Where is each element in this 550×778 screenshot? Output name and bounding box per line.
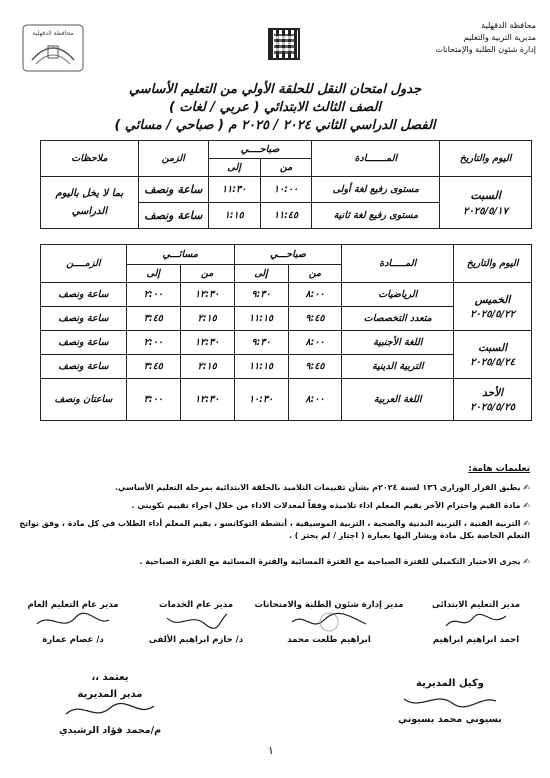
header-morning: صباحــــي [208, 141, 312, 159]
instructions-heading: تعليمات هامة: [468, 464, 530, 474]
table1-to: ١١:٣٠ [208, 177, 260, 203]
group-day-cell [454, 283, 532, 331]
signature-title: مدير عام الخدمات [159, 600, 233, 610]
table1-subject: مستوى رفيع لغة ثانية [312, 203, 440, 229]
group-day-cell [454, 331, 532, 379]
instruction-text: يطبق القرار الوزارى ١٣٦ لسنة ٢٠٢٤م بشأن تقييمات التلاميذ بالحلقة الابتدائية بمرحلة التعليم الأساسي. [114, 483, 521, 492]
row-morning-from: ٩:٤٥ [288, 355, 342, 379]
signature-title: مدير عام التعليم العام [27, 600, 119, 610]
row-evening-to: ٣:٤٥ [126, 307, 180, 331]
row-subject: التربية الدينية [342, 355, 454, 379]
header-day-date: اليوم والتاريخ [454, 245, 532, 283]
row-subject: اللغة الأجنبية [342, 331, 454, 355]
handwritten-signature-icon [441, 610, 511, 632]
row-morning-to: ٩:٣٠ [234, 331, 288, 355]
handwritten-signature-icon [400, 689, 500, 711]
row-evening-to: ٢:٠٠ [126, 331, 180, 355]
handwritten-signature-icon [33, 610, 113, 632]
row-subject: اللغة العربية [342, 379, 454, 421]
header-morning-from: من [288, 265, 342, 283]
header-morning-to: إلى [234, 265, 288, 283]
group-date: ٢٠٢٥/٥/٢٥ [470, 401, 516, 413]
row-duration: ساعة ونصف [41, 355, 127, 379]
row-evening-from: ١٢:٣٠ [180, 283, 234, 307]
signature-name: م/محمد فؤاد الرشيدي [58, 725, 162, 736]
signature-name: د/ عصام عمارة [42, 635, 104, 645]
row-duration: ساعة ونصف [41, 331, 127, 355]
header-line-department: إدارة شئون الطلبة والإمتحانات [435, 45, 536, 54]
header-line-governorate: محافظة الدقهلية [481, 21, 536, 30]
header-subject: المـــــــادة [312, 141, 440, 177]
row-morning-to: ٩:٣٠ [234, 283, 288, 307]
row-evening-to: ٢:٠٠ [126, 283, 180, 307]
table1-to: ١:١٥ [208, 203, 260, 229]
row-duration: ساعة ونصف [41, 283, 127, 307]
instruction-text: مادة القيم واحترام الآخر يقيم المعلم اداء تلاميذه وفقاً لمعدلات الاداء من خلال اجراء تقييم تكويني . [131, 501, 521, 510]
signature-director [40, 672, 180, 736]
group-day: الأحد [482, 386, 504, 399]
row-morning-from: ٩:٤٥ [288, 307, 342, 331]
group-date: ٢٠٢٥/٥/٢٤ [470, 356, 516, 368]
table1-duration: ساعة ونصف [138, 177, 208, 203]
signature-name: د/ حازم ابراهيم الألفى [148, 635, 244, 645]
table1-from: ١٠:٠٠ [260, 177, 312, 203]
signature-name: احمد ابراهيم ابراهيم [432, 635, 520, 645]
handwritten-signature-icon [284, 610, 374, 632]
table1-from: ١١:٤٥ [260, 203, 312, 229]
table1-date: ٢٠٢٥/٥/١٧ [463, 205, 509, 217]
group-day: السبت [478, 341, 508, 354]
row-duration: ساعتان ونصف [41, 379, 127, 421]
instruction-item: ✍ مادة القيم واحترام الآخر يقيم المعلم اداء تلاميذه وفقاً لمعدلات الاداء من خلال اجراء تقييم تكويني . [131, 501, 530, 510]
row-subject: متعدد التخصصات [342, 307, 454, 331]
row-duration: ساعة ونصف [41, 307, 127, 331]
header-line-directorate: مديرية التربية والتعليم [463, 33, 536, 42]
table1-day-cell [440, 177, 532, 229]
group-day-cell [454, 379, 532, 421]
row-evening-from: ١٢:٣٠ [180, 379, 234, 421]
signature-name: ابراهيم طلعت محمد [287, 635, 371, 645]
signature-title: وكيل المديرية [416, 678, 484, 689]
page-number: ١ [268, 744, 274, 757]
governorate-logo-icon [22, 24, 84, 72]
instruction-item: ✍ التربية الفنية ، التربية البدنية والصحية ، التربية الموسيقية ، أنشطة التوكاتسو ، يقيم المعلم أداء الطلاب في كل مادة ، وفق نواتج التعلم الخاصة بكل مادة ويشار اليها بعبارة ( اجتاز / لم يجتز ) . [19, 519, 530, 540]
table-high-level-language [40, 140, 532, 229]
header-notes: ملاحظات [41, 141, 139, 177]
header-evening-from: من [180, 265, 234, 283]
instruction-item: ✍ يجرى الاختبار التكميلي للفترة الصباحية مع الفترة المسائية والفترة المسائية مع الفترة الصباحية . [139, 557, 530, 566]
signature-affairs-director [254, 600, 404, 645]
row-morning-to: ١١:١٥ [234, 307, 288, 331]
signature-primary-director [416, 600, 536, 645]
title-term: الفصل الدراسي الثاني ٢٠٢٤ / ٢٠٢٥ م ( صباحي / مسائي ) [114, 118, 436, 133]
row-evening-from: ٢:١٥ [180, 307, 234, 331]
signature-deputy [380, 672, 520, 725]
row-evening-to: ٣:٠٠ [126, 379, 180, 421]
header-from: من [260, 159, 312, 177]
header-to: إلى [208, 159, 260, 177]
header-duration: الزمــــن [41, 245, 127, 283]
row-evening-from: ١٢:٣٠ [180, 331, 234, 355]
group-day: الخميس [474, 293, 511, 306]
approve-label: يعتمد ،، [91, 672, 129, 683]
handwritten-signature-icon [60, 700, 160, 722]
header-duration: الزمن [138, 141, 208, 177]
instruction-text: التربية الفنية ، التربية البدنية والصحية ، التربية الموسيقية ، أنشطة التوكاتسو ، يقيم المعلم أداء الطلاب في كل مادة ، وفق نواتج التعلم الخاصة بكل مادة ويشار اليها بعبارة ( اجتاز / لم يجتز ) . [19, 519, 530, 540]
table1-duration: ساعة ونصف [138, 203, 208, 229]
handwritten-signature-icon [161, 610, 231, 632]
signature-name: بسيوني محمد بسيوني [398, 714, 502, 725]
table-main-exams [40, 244, 532, 421]
header-subject: المـــــادة [342, 245, 454, 283]
header-day-date: اليوم والتاريخ [440, 141, 532, 177]
signature-services-director [140, 600, 252, 645]
title-exam-schedule: جدول امتحان النقل للحلقة الأولي من التعليم الأساسي [128, 82, 422, 97]
logo-text: محافظة الدقهلية [32, 30, 74, 37]
row-morning-from: ٨:٠٠ [288, 331, 342, 355]
row-evening-to: ٣:٤٥ [126, 355, 180, 379]
table1-day: السبت [470, 188, 501, 202]
row-morning-from: ٨:٠٠ [288, 283, 342, 307]
row-subject: الرياضيات [342, 283, 454, 307]
header-evening: مسائـــي [126, 245, 234, 265]
signature-title: مدير التعليم الابتدائى [431, 600, 521, 610]
row-morning-to: ١٠:٣٠ [234, 379, 288, 421]
header-evening-to: إلى [126, 265, 180, 283]
signature-general-education [10, 600, 136, 645]
row-evening-from: ٢:١٥ [180, 355, 234, 379]
signature-title: مدير المديرية [77, 689, 143, 700]
signature-title: مدير إدارة شئون الطلبة والامتحانات [254, 600, 404, 610]
row-morning-to: ١١:١٥ [234, 355, 288, 379]
table1-note: بما لا يخل باليوم الدراسي [41, 177, 139, 229]
header-morning: صباحـــي [234, 245, 342, 265]
row-morning-from: ٨:٠٠ [288, 379, 342, 421]
instruction-item: ✍ يطبق القرار الوزارى ١٣٦ لسنة ٢٠٢٤م بشأن تقييمات التلاميذ بالحلقة الابتدائية بمرحلة التعليم الأساسي. [114, 483, 530, 492]
table1-subject: مستوى رفيع لغة أولى [312, 177, 440, 203]
header-authority [386, 20, 536, 56]
instruction-text: يجرى الاختبار التكميلي للفترة الصباحية مع الفترة المسائية والفترة المسائية مع الفترة الصباحية . [139, 557, 521, 566]
group-date: ٢٠٢٥/٥/٢٢ [470, 308, 516, 320]
qr-code-icon [268, 28, 300, 60]
title-grade: الصف الثالث الابتدائي ( عربي / لغات ) [168, 100, 382, 115]
